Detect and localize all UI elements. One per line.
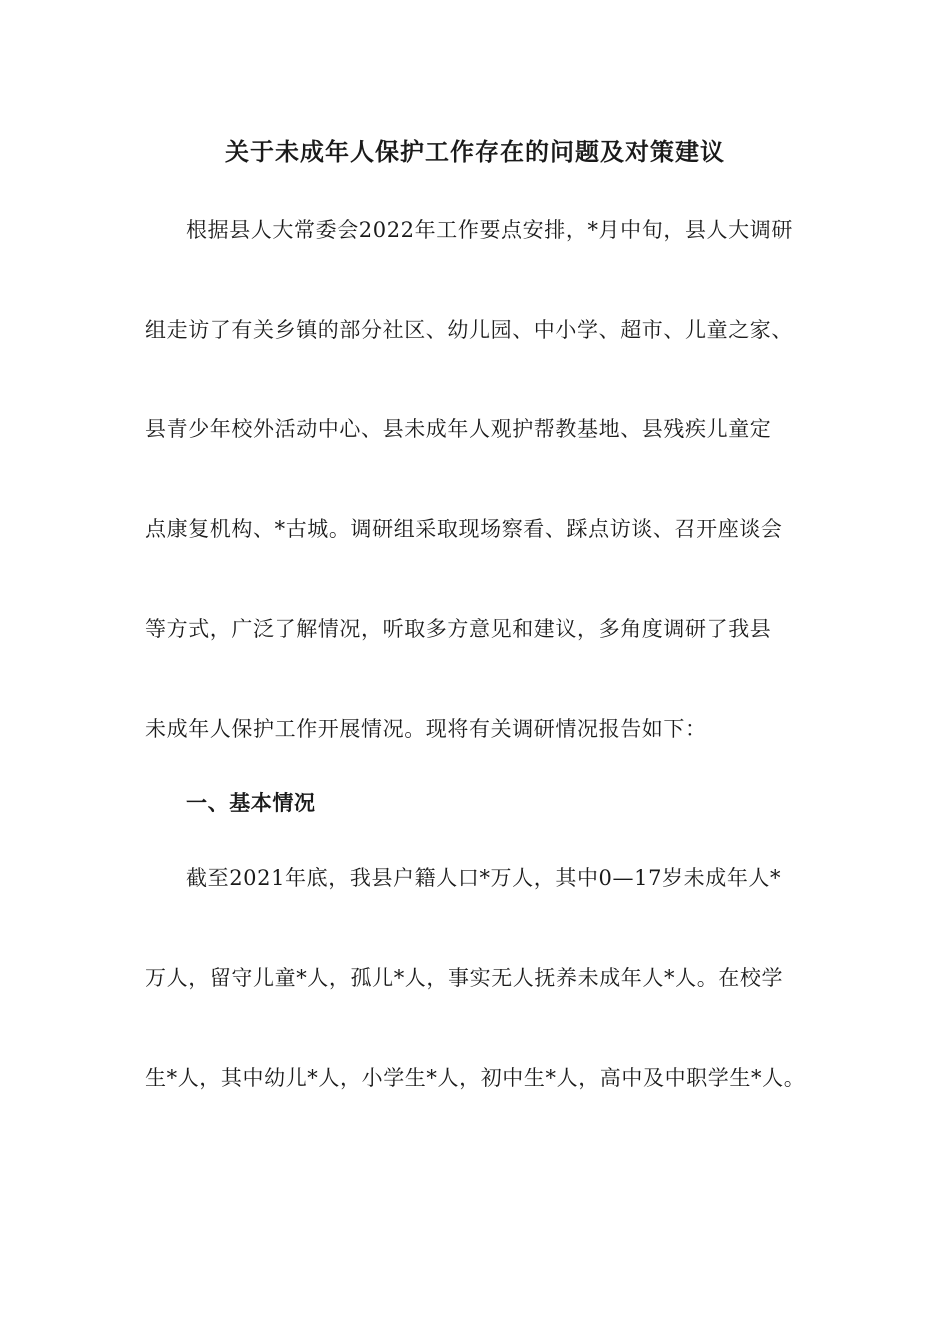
paragraph-1-line-3: 县青少年校外活动中心、县未成年人观护帮教基地、县残疾儿童定 (145, 417, 772, 441)
paragraph-1-line-1: 根据县人大常委会2022年工作要点安排，*月中旬，县人大调研 (186, 218, 793, 242)
paragraph-1-line-6: 未成年人保护工作开展情况。现将有关调研情况报告如下： (145, 717, 707, 741)
paragraph-2-line-3: 生*人，其中幼儿*人，小学生*人，初中生*人，高中及中职学生*人。 (145, 1066, 806, 1090)
document-title: 关于未成年人保护工作存在的问题及对策建议 (225, 137, 725, 166)
paragraph-1-line-5: 等方式，广泛了解情况，听取多方意见和建议，多角度调研了我县 (145, 617, 772, 641)
section-heading-basic-situation: 一、基本情况 (186, 791, 316, 815)
paragraph-2-line-2: 万人，留守儿童*人，孤儿*人，事实无人抚养未成年人*人。在校学 (145, 966, 784, 990)
paragraph-1-line-4: 点康复机构、*古城。调研组采取现场察看、踩点访谈、召开座谈会 (145, 517, 783, 541)
paragraph-1-line-2: 组走访了有关乡镇的部分社区、幼儿园、中小学、超市、儿童之家、 (145, 318, 793, 342)
paragraph-2-line-1: 截至2021年底，我县户籍人口*万人，其中0—17岁未成年人* (186, 866, 782, 890)
